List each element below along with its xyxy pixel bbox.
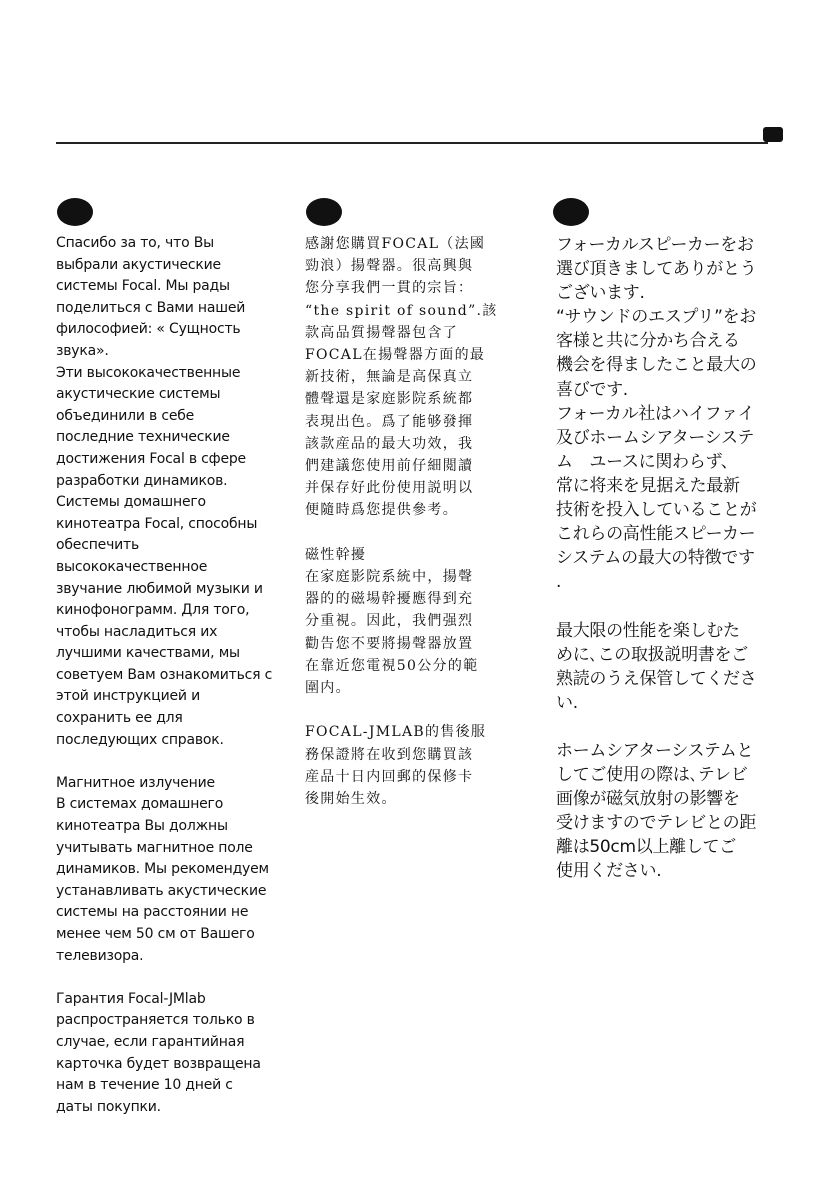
text-line: телевизора. — [56, 947, 144, 964]
text-line: обеспечить — [56, 537, 140, 554]
text-line: кинофонограмм. Для того, — [56, 602, 250, 619]
text-line: распространяется только в — [56, 1012, 255, 1029]
column-japanese — [556, 233, 786, 884]
text-line: карточка будет возвращена — [56, 1055, 261, 1072]
zh-intro-paragraph — [305, 233, 530, 522]
text-line: последние технические — [56, 429, 230, 446]
text-line: динамиков. Мы рекомендуем — [56, 861, 269, 878]
text-line: FOCAL在揚聲器方面的最 — [305, 347, 486, 364]
text-line: 産品十日内回郵的保修卡 — [305, 768, 474, 785]
text-line: даты покупки. — [56, 1098, 161, 1115]
ja-usage-paragraph — [556, 619, 786, 715]
ja-intro-paragraph — [556, 233, 786, 594]
text-line: 後開始生效。 — [305, 791, 397, 808]
ru-warranty-paragraph — [56, 989, 286, 1119]
text-line: 務保證將在收到您購買該 — [305, 746, 474, 763]
text-line: フォーカル社はハイファイ — [556, 403, 755, 424]
text-line: объединили в себе — [56, 407, 195, 424]
text-line: акустические системы — [56, 386, 221, 403]
text-line: сохранить ее для — [56, 710, 183, 727]
text-line: 表現出色。爲了能够發揮 — [305, 413, 474, 430]
text-line: кинотеатра Вы должны — [56, 818, 228, 835]
text-line: Гарантия Focal-JMlab — [56, 990, 206, 1007]
text-line: 您分享我們一貫的宗旨： — [305, 280, 474, 297]
text-line: философией: « Сущность — [56, 321, 241, 338]
text-line: めに､この取扱説明書をご — [556, 644, 748, 665]
text-line: 技術を投入していることが — [556, 500, 757, 521]
ru-intro-paragraph — [56, 233, 286, 751]
ja-magnetic-paragraph — [556, 739, 786, 884]
text-line: 們建議您使用前仔細閲讀 — [305, 458, 474, 475]
text-line: В системах домашнего — [56, 796, 224, 813]
header-rule — [56, 142, 768, 144]
text-line: менее чем 50 см от Вашего — [56, 926, 255, 942]
text-line: 磁性幹擾 — [305, 546, 367, 563]
text-line: ございます. — [556, 283, 645, 304]
language-badge-chinese — [306, 198, 342, 226]
text-line: достижения Focal в сфере — [56, 450, 246, 467]
text-line: 熟読のうえ保管してくださ — [556, 668, 757, 689]
column-chinese — [305, 233, 530, 810]
text-line: системы Focal. Мы рады — [56, 278, 230, 295]
text-line: FOCAL-JMLAB的售後服 — [305, 724, 487, 741]
text-line: чтобы насладиться их — [56, 623, 218, 640]
zh-warranty-paragraph — [305, 721, 530, 810]
text-line: 款高品質揚聲器包含了 — [305, 324, 458, 341]
text-line: 喜びです. — [556, 379, 628, 400]
text-line: случае, если гарантийная — [56, 1033, 245, 1050]
text-line: последующих справок. — [56, 731, 224, 748]
section-tab-marker — [763, 127, 783, 142]
text-line: Системы домашнего — [56, 494, 206, 511]
text-line: кинотеатра Focal, способны — [56, 515, 258, 532]
text-line: 感謝您購買FOCAL（法國 — [305, 236, 486, 252]
text-line: высококачественное — [56, 558, 208, 575]
text-line: лучшими качествами, мы — [56, 645, 240, 662]
text-line: 受けますのでテレビとの距 — [556, 813, 757, 834]
text-line: 離は50cm以上離してご — [556, 837, 736, 858]
language-badge-russian — [57, 198, 93, 226]
text-line: ホームシアターシステムと — [556, 740, 754, 761]
text-line: フォーカルスピーカーをお — [556, 235, 754, 255]
text-line: 機会を得ましたこと最大の — [556, 355, 757, 376]
text-line: これらの高性能スピーカー — [556, 524, 756, 545]
text-line: 選び頂きましてありがとう — [556, 259, 757, 280]
text-line: 分重視。因此，我們强烈 — [305, 613, 474, 630]
text-line: システムの最大の特徴です — [556, 548, 755, 569]
language-badge-japanese — [553, 198, 589, 226]
text-line: 新技術，無論是高保真立 — [305, 369, 474, 386]
text-line: 使用ください. — [556, 861, 662, 882]
text-line: звучание любимой музыки и — [56, 580, 263, 597]
text-line: “the spirit of sound”.該 — [305, 302, 498, 319]
text-line: 便隨時爲您提供參考。 — [305, 502, 458, 519]
text-line: . — [556, 572, 562, 593]
text-line: 常に将来を見据えた最新 — [556, 475, 740, 496]
text-line: 體聲還是家庭影院系統都 — [305, 391, 474, 408]
text-line: 并保存好此份使用説明以 — [305, 480, 474, 497]
text-line: устанавливать акустические — [56, 882, 267, 899]
ru-magnetic-paragraph — [56, 773, 286, 967]
zh-magnetic-paragraph — [305, 544, 530, 699]
text-line: “サウンドのエスプリ”をお — [556, 307, 757, 328]
text-line: 圍内。 — [305, 680, 351, 697]
text-line: 在家庭影院系統中，揚聲 — [305, 569, 474, 586]
text-line: 勁浪）揚聲器。很高興與 — [305, 258, 474, 275]
text-line: 該款産品的最大功效，我 — [305, 435, 474, 452]
text-line: поделиться с Вами нашей — [56, 299, 246, 316]
text-line: 在靠近您電視50公分的範 — [305, 657, 479, 674]
text-line: этой инструкцией и — [56, 688, 200, 705]
text-line: Спасибо за то, что Вы — [56, 235, 214, 251]
text-line: нам в течение 10 дней с — [56, 1077, 233, 1094]
text-line: системы на расстоянии не — [56, 904, 249, 921]
text-line: разработки динамиков. — [56, 472, 228, 489]
text-line: Эти высококачественные — [56, 364, 241, 381]
column-russian — [56, 233, 286, 1118]
text-line: ム ユースに関わらず、 — [556, 451, 738, 472]
text-line: 及びホームシアターシステ — [556, 427, 755, 448]
text-line: выбрали акустические — [56, 256, 221, 273]
text-line: 器的的磁場幹擾應得到充 — [305, 591, 474, 608]
text-line: 客様と共に分かち合える — [556, 331, 740, 352]
text-line: Магнитное излучение — [56, 774, 215, 791]
text-line: 最大限の性能を楽しむた — [556, 620, 740, 641]
text-line: 勸告您不要將揚聲器放置 — [305, 635, 474, 652]
text-line: 画像が磁気放射の影響を — [556, 789, 740, 810]
text-line: い. — [556, 692, 578, 713]
text-line: советуем Вам ознакомиться с — [56, 666, 273, 683]
text-line: учитывать магнитное поле — [56, 839, 253, 856]
text-line: звука». — [56, 342, 109, 359]
text-line: してご使用の際は､テレビ — [556, 765, 748, 786]
